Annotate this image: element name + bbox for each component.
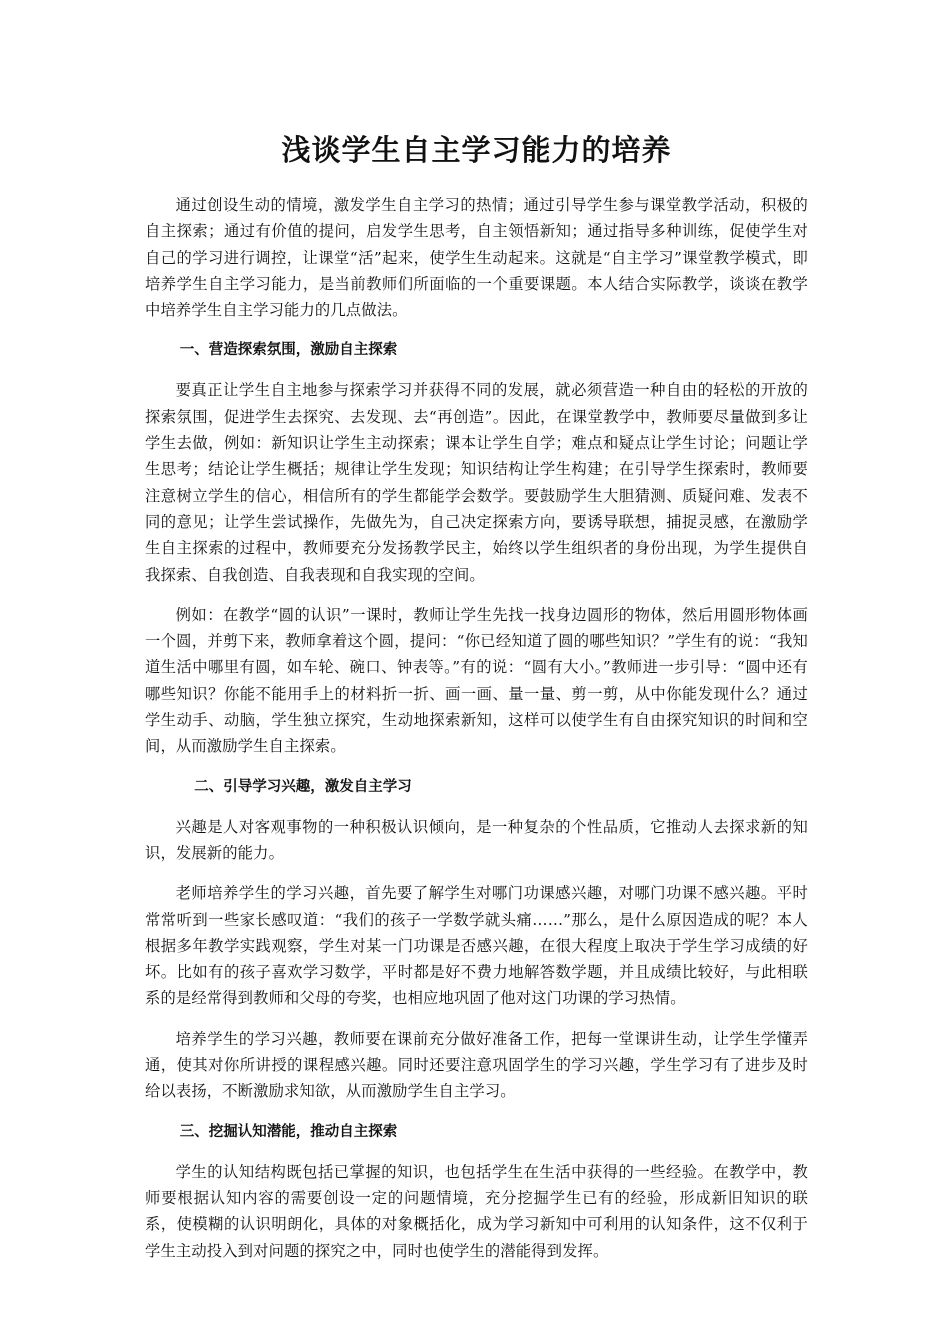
section-1-paragraph-1: 要真正让学生自主地参与探索学习并获得不同的发展，就必须营造一种自由的轻松的开放的探索氛围，促进学生去探究、去发现、去“再创造”。因此，在课堂教学中，教师要尽量做到多让学生去做，例如：新知识让学生主动探索；课本让学生自学；难点和疑点让学生讨论；问题让学生思考；结论让学生概括；规律让学生发现；知识结构让学生构建；在引导学生探索时，教师要注意树立学生的信心，相信所有的学生都能学会数学。要鼓励学生大胆猜测、质疑问难、发表不同的意见；让学生尝试操作，先做先为，自己决定探索方向，要诱导联想，捕捉灵感，在激励学生自主探索的过程中，教师要充分发扬教学民主，始终以学生组织者的身份出现，为学生提供自我探索、自我创造、自我表现和自我实现的空间。 xyxy=(145,381,808,584)
section-3-paragraph-1: 学生的认知结构既包括已掌握的知识，也包括学生在生活中获得的一些经验。在教学中，教师要根据认知内容的需要创设一定的问题情境，充分挖掘学生已有的经验，形成新旧知识的联系，使模糊的认识明朗化，具体的对象概括化，成为学习新知中可利用的认知条件，这不仅利于学生主动投入到对问题的探究之中，同时也使学生的潜能得到发挥。 xyxy=(145,1162,808,1260)
section-2-paragraph-1: 兴趣是人对客观事物的一种积极认识倾向，是一种复杂的个性品质，它推动人去探求新的知识，发展新的能力。 xyxy=(145,817,808,862)
section-1-paragraph-2: 例如：在教学“圆的认识”一课时，教师让学生先找一找身边圆形的物体，然后用圆形物体画一个圆，并剪下来，教师拿着这个圆，提问：“你已经知道了圆的哪些知识？”学生有的说：“我知道生活中哪里有圆，如车轮、碗口、钟表等。”有的说：“圆有大小。”教师进一步引导：“圆中还有哪些知识？你能不能用手上的材料折一折、画一画、量一量、剪一剪，从中你能发现什么？通过学生动手、动脑，学生独立探究，生动地探索新知，这样可以使学生有自由探究知识的时间和空间，从而激励学生自主探索。 xyxy=(145,605,808,756)
section-1-heading: 一、营造探索氛围，激励自主探索 xyxy=(179,342,398,359)
section-2-paragraph-3: 培养学生的学习兴趣，教师要在课前充分做好准备工作，把每一堂课讲生动，让学生学懂弄通，使其对你所讲授的课程感兴趣。同时还要注意巩固学生的学习兴趣，学生学习有了进步及时给以表扬，不断激励求知欲，从而激励学生自主学习。 xyxy=(145,1029,808,1101)
document-title: 浅谈学生自主学习能力的培养 xyxy=(281,133,672,167)
intro-paragraph: 通过创设生动的情境，激发学生自主学习的热情；通过引导学生参与课堂教学活动，积极的自主探索；通过有价值的提问，启发学生思考，自主领悟新知；通过指导多种训练，促使学生对自己的学习进行调控，让课堂“活”起来，使学生生动起来。这就是“自主学习”课堂教学模式，即培养学生自主学习能力，是当前教师们所面临的一个重要课题。本人结合实际教学，谈谈在教学中培养学生自主学习能力的几点做法。 xyxy=(145,196,808,320)
section-2-heading: 二、引导学习兴趣，激发自主学习 xyxy=(194,778,412,795)
document-body xyxy=(145,128,808,1278)
section-3-heading: 三、挖掘认知潜能，推动自主探索 xyxy=(179,1123,398,1140)
section-2-paragraph-2: 老师培养学生的学习兴趣，首先要了解学生对哪门功课感兴趣，对哪门功课不感兴趣。平时常常听到一些家长感叹道：“我们的孩子一学数学就头痛……”那么，是什么原因造成的呢？本人根据多年教学实践观察，学生对某一门功课是否感兴趣，在很大程度上取决于学生学习成绩的好坏。比如有的孩子喜欢学习数学，平时都是好不费力地解答数学题，并且成绩比较好，与此相联系的是经常得到教师和父母的夸奖，也相应地巩固了他对这门功课的学习热情。 xyxy=(145,884,808,1008)
